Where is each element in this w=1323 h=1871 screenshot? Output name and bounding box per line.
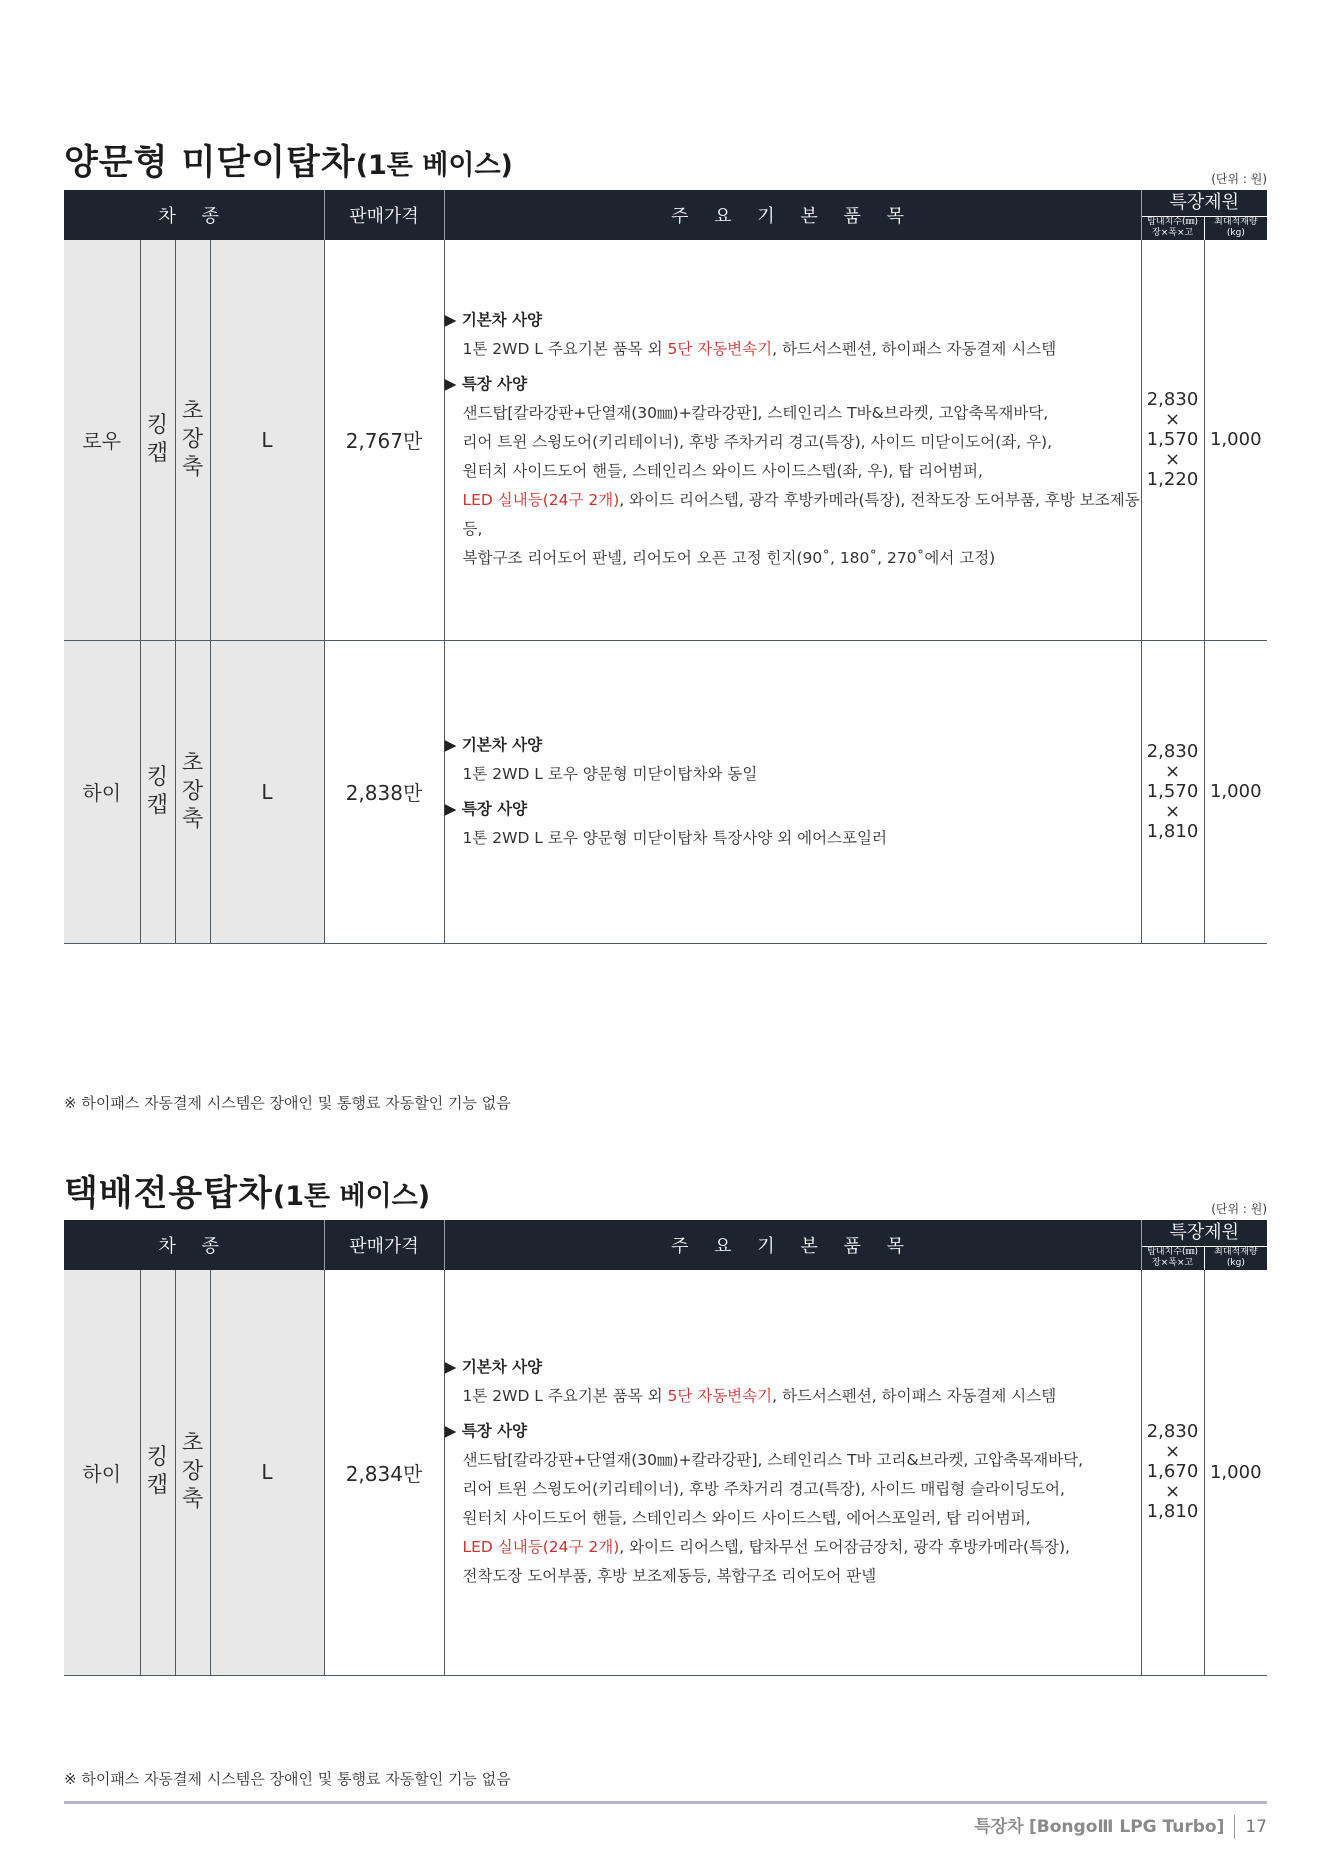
feature-text: 1톤 2WD L 주요기본 품목 외: [462, 340, 668, 359]
page-number: 17: [1245, 1817, 1267, 1837]
cell-trim: L: [210, 240, 324, 640]
feature-text: 1톤 2WD L 로우 양문형 미닫이탑차와 동일: [462, 764, 758, 783]
cell-cab: 킹 캡: [140, 640, 175, 943]
feature-text: 샌드탑[칼라강판+단열재(30㎜)+칼라강판], 스테인리스 T바&브라켓, 고압축목재바닥,: [462, 404, 1049, 423]
unit-label: (단위 : 원): [1211, 172, 1267, 186]
feature-highlight: 5단 자동변속기: [667, 1387, 773, 1406]
feature-heading: ▶ 기본차 사양: [444, 1358, 543, 1377]
cell-dimensions: 2,830 × 1,670 × 1,810: [1141, 1270, 1204, 1675]
unit-label: (단위 : 원): [1211, 1202, 1267, 1216]
spec-table-body: [64, 1270, 1267, 1675]
section-title-sub: (1톤 베이스): [272, 1181, 431, 1212]
cell-wheelbase: 초 장 축: [175, 240, 210, 640]
feature-text: 1톤 2WD L 주요기본 품목 외: [462, 1387, 668, 1406]
header-spec-dims: 탑내치수(㎜) 장×폭×고: [1147, 1247, 1199, 1268]
section-title: [64, 1166, 430, 1216]
cell-roof: 하이: [64, 1270, 140, 1675]
section-title: [64, 135, 513, 185]
table-row: [64, 1270, 1267, 1675]
feature-line: [445, 544, 1141, 573]
feature-text: , 하드서스펜션, 하이패스 자동결제 시스템: [772, 340, 1057, 359]
feature-line: [445, 335, 1141, 364]
header-spec-dims: 탑내치수(㎜) 장×폭×고: [1147, 217, 1199, 238]
feature-heading: ▶ 특장 사양: [444, 1422, 528, 1441]
feature-heading: ▶ 기본차 사양: [444, 735, 543, 754]
cell-features: [444, 240, 1141, 640]
feature-text: 1톤 2WD L 로우 양문형 미닫이탑차 특장사양 외 에어스포일러: [462, 828, 887, 847]
cell-roof: 로우: [64, 240, 140, 640]
header-spec-title: 특장제원: [1142, 1220, 1268, 1247]
feature-line: [445, 457, 1141, 486]
feature-text: , 하드서스펜션, 하이패스 자동결제 시스템: [772, 1387, 1057, 1406]
feature-text: , 와이드 리어스텝, 탑차무선 도어잠금장치, 광각 후방카메라(특장),: [619, 1538, 1070, 1557]
feature-line: [445, 1475, 1141, 1504]
cell-features: [444, 1270, 1141, 1675]
cell-max-load: 1,000: [1204, 1270, 1267, 1675]
cell-trim: L: [210, 640, 324, 943]
cell-price: 2,767만: [324, 240, 444, 640]
feature-text: 원터치 사이드도어 핸들, 스테인리스 와이드 사이드스텝, 에어스포일러, 탑 리어범퍼,: [462, 1509, 1031, 1528]
header-spec: [1141, 190, 1267, 240]
footer-separator: [1234, 1815, 1235, 1839]
table-row: [64, 240, 1267, 640]
spec-table: [64, 1220, 1267, 1676]
header-features: 주 요 기 본 품 목: [444, 1220, 1141, 1270]
cell-dimensions: 2,830 × 1,570 × 1,810: [1141, 640, 1204, 943]
feature-line: [445, 1382, 1141, 1411]
feature-line: [445, 399, 1141, 428]
header-spec: [1141, 1220, 1267, 1270]
cell-wheelbase: 초 장 축: [175, 1270, 210, 1675]
cell-wheelbase: 초 장 축: [175, 640, 210, 943]
cell-cab: 킹 캡: [140, 1270, 175, 1675]
note: ※ 하이패스 자동결제 시스템은 장애인 및 통행료 자동할인 기능 없음: [64, 1094, 511, 1112]
feature-text: , 와이드 리어스텝, 광각 후방카메라(특장), 전착도장 도어부품, 후방 보조제동등,: [462, 491, 1140, 539]
cell-cab: 킹 캡: [140, 240, 175, 640]
feature-text: 샌드탑[칼라강판+단열재(30㎜)+칼라강판], 스테인리스 T바 고리&브라켓, 고압축목재바닥,: [462, 1451, 1084, 1470]
section-1: [64, 135, 1267, 1112]
feature-line: [445, 428, 1141, 457]
feature-text: 원터치 사이드도어 핸들, 스테인리스 와이드 사이드스텝(좌, 우), 탑 리어범퍼,: [462, 462, 983, 481]
header-spec-load: 최대적재량 (kg): [1204, 1247, 1267, 1270]
spec-table: [64, 190, 1267, 944]
cell-max-load: 1,000: [1204, 240, 1267, 640]
feature-text: 전착도장 도어부품, 후방 보조제동등, 복합구조 리어도어 판넬: [462, 1567, 877, 1586]
footer: [974, 1812, 1267, 1839]
feature-highlight: LED 실내등(24구 2개): [462, 1538, 620, 1557]
header-price: 판매가격: [324, 1220, 444, 1270]
header-model: 차 종: [64, 190, 324, 240]
feature-line: [445, 1562, 1141, 1591]
table-row: [64, 640, 1267, 943]
header-model: 차 종: [64, 1220, 324, 1270]
section-title-main: 양문형 미닫이탑차: [64, 143, 356, 183]
feature-line: [445, 824, 1141, 853]
feature-highlight: 5단 자동변속기: [667, 340, 773, 359]
cell-trim: L: [210, 1270, 324, 1675]
cell-features: [444, 640, 1141, 943]
footer-divider: [64, 1801, 1267, 1804]
feature-highlight: LED 실내등(24구 2개): [462, 491, 620, 510]
spec-table-body: [64, 240, 1267, 943]
header-features: 주 요 기 본 품 목: [444, 190, 1141, 240]
header-price: 판매가격: [324, 190, 444, 240]
cell-roof: 하이: [64, 640, 140, 943]
header-spec-title: 특장제원: [1142, 190, 1268, 217]
feature-text: 리어 트윈 스윙도어(키리테이너), 후방 주차거리 경고(특장), 사이드 미닫이도어(좌, 우),: [462, 433, 1053, 452]
feature-line: [445, 760, 1141, 789]
section-title-main: 택배전용탑차: [64, 1174, 273, 1214]
cell-price: 2,838만: [324, 640, 444, 943]
feature-line: [445, 1533, 1141, 1562]
note: ※ 하이패스 자동결제 시스템은 장애인 및 통행료 자동할인 기능 없음: [64, 1770, 511, 1788]
feature-line: [445, 486, 1141, 544]
feature-text: 복합구조 리어도어 판넬, 리어도어 오픈 고정 힌지(90˚, 180˚, 270˚에서 고정): [462, 549, 996, 568]
feature-heading: ▶ 특장 사양: [444, 799, 528, 818]
footer-brand: [BongoⅢ LPG Turbo]: [1029, 1817, 1225, 1837]
footer-label: 특장차: [974, 1817, 1024, 1837]
cell-dimensions: 2,830 × 1,570 × 1,220: [1141, 240, 1204, 640]
feature-line: [445, 1504, 1141, 1533]
header-spec-load: 최대적재량 (kg): [1204, 217, 1267, 240]
cell-price: 2,834만: [324, 1270, 444, 1675]
section-title-sub: (1톤 베이스): [355, 150, 513, 181]
feature-heading: ▶ 특장 사양: [444, 375, 528, 394]
cell-max-load: 1,000: [1204, 640, 1267, 943]
section-2: [64, 1166, 1267, 1786]
feature-text: 리어 트윈 스윙도어(키리테이너), 후방 주차거리 경고(특장), 사이드 매립형 슬라이딩도어,: [462, 1480, 1065, 1499]
feature-heading: ▶ 기본차 사양: [444, 311, 543, 330]
feature-line: [445, 1446, 1141, 1475]
